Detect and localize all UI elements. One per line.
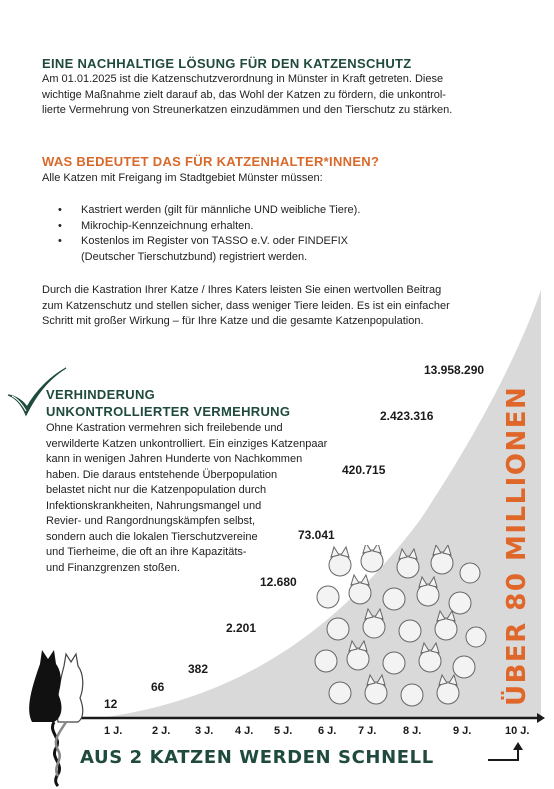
title-arrowhead	[513, 742, 523, 750]
x-tick-label: 10 J.	[505, 725, 530, 737]
text-line: verwilderte Katzen unkontrolliert. Ein einziges Katzenpaar	[46, 437, 328, 450]
x-tick-label: 9 J.	[453, 725, 472, 737]
data-value-label: 420.715	[342, 463, 386, 477]
x-tick-label: 7 J.	[358, 725, 377, 737]
data-value-label: 73.041	[298, 528, 335, 542]
x-axis-arrowhead	[537, 713, 545, 723]
side-label-millions: ÜBER 80 MILLIONEN	[502, 385, 532, 706]
list-item: • Kastriert werden (gilt für männliche UND weibliche Tiere).	[42, 203, 502, 219]
x-tick-label: 4 J.	[235, 725, 254, 737]
x-tick-label: 1 J.	[104, 725, 123, 737]
x-tick-label: 8 J.	[403, 725, 422, 737]
text-line: sondern auch die lokalen Tierschutzvereine	[46, 530, 258, 543]
data-value-label: 13.958.290	[424, 363, 485, 377]
two-cats-illustration	[18, 648, 88, 788]
x-tick-label: 2 J.	[152, 725, 171, 737]
section1-heading: EINE NACHHALTIGE LÖSUNG FÜR DEN KATZENSCHUTZ	[42, 56, 412, 71]
x-tick-label: 3 J.	[195, 725, 214, 737]
text-line: wichtige Maßnahme zielt darauf ab, das Wohl der Katzen zu fördern, die unkontrol-	[42, 88, 446, 101]
list-item-continuation: (Deutscher Tierschutzbund) registriert werden.	[81, 251, 308, 263]
text-line: kann in wenigen Jahren Hunderte von Nachkommen	[46, 453, 303, 465]
section2-intro: Alle Katzen mit Freigang im Stadtgebiet Münster müssen:	[42, 172, 323, 184]
section3-heading-line1: VERHINDERUNG	[46, 387, 156, 402]
data-value-label: 66	[151, 680, 165, 694]
data-value-label: 12.680	[260, 575, 297, 589]
list-item: • Kostenlos im Register von TASSO e.V. oder FINDEFIX	[42, 234, 502, 250]
data-value-label: 12	[104, 697, 118, 711]
text-line: zum Katzenschutz und stellen sicher, dass weniger Tiere leiden. Es ist ein einfacher	[42, 299, 450, 312]
section3-heading-line2: UNKONTROLLIERTER VERMEHRUNG	[46, 404, 291, 419]
x-tick-label: 5 J.	[274, 725, 293, 737]
list-item: • Mikrochip-Kennzeichnung erhalten.	[42, 219, 502, 235]
text-line: Am 01.01.2025 ist die Katzenschutzverordnung in Münster in Kraft getreten. Diese	[42, 73, 444, 85]
text-line: Schritt mit großer Wirkung – für Ihre Katze und die gesamte Katzenpopulation.	[42, 315, 424, 327]
text-line: haben. Die daraus entstehende Überpopulation	[46, 468, 278, 481]
text-line: Durch die Kastration Ihrer Katze / Ihres Katers leisten Sie einen wertvollen Beitrag	[42, 284, 442, 296]
text-line: lierte Vermehrung von Streunerkatzen einzudämmen und den Tierschutz zu stärken.	[42, 104, 453, 116]
data-value-label: 2.201	[226, 621, 257, 635]
text-line: und Tierheime, die oft an ihre Kapazitäts-	[46, 546, 247, 558]
bottom-title: AUS 2 KATZEN WERDEN SCHNELL	[80, 747, 434, 768]
section2-heading: WAS BEDEUTET DAS FÜR KATZENHALTER*INNEN?	[42, 154, 380, 169]
text-line: Infektionskrankheiten, Nahrungsmangel und	[46, 499, 262, 512]
data-value-label: 382	[188, 662, 209, 676]
text-line: Revier- und Rangordnungskämpfen selbst,	[46, 515, 256, 527]
data-value-label: 2.423.316	[380, 409, 434, 423]
text-line: belastet nicht nur die Katzenpopulation durch	[46, 484, 267, 496]
text-line: Ohne Kastration vermehren sich freilebende und	[46, 422, 283, 434]
x-tick-label: 6 J.	[318, 725, 337, 737]
text-line: und Finanzgrenzen stoßen.	[46, 561, 180, 574]
